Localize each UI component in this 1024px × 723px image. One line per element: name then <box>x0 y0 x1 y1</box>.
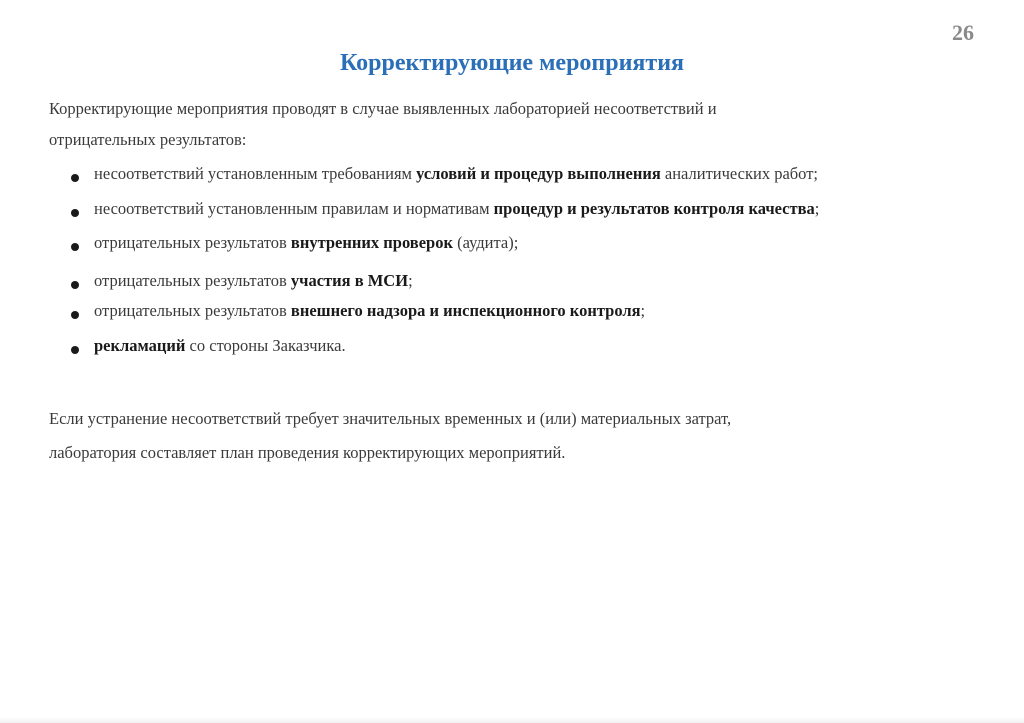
bullet-item <box>49 295 979 330</box>
bullet-dot-icon <box>71 281 79 289</box>
bullet-emphasis: условий и процедур выполнения <box>416 164 661 183</box>
bullet-dot-icon <box>71 311 79 319</box>
intro-line: Корректирующие мероприятия проводят в случае выявленных лабораторией несоответствий и <box>49 99 717 118</box>
bullet-emphasis: внешнего надзора и инспекционного контроля <box>290 301 641 320</box>
bullet-text: со стороны Заказчика. <box>185 335 346 355</box>
bullet-text: ; <box>814 198 820 218</box>
bullet-text: несоответствий установленным правилам и нормативам <box>94 198 494 218</box>
bullet-text: аналитических работ; <box>660 164 818 183</box>
intro-line: отрицательных результатов: <box>49 130 247 149</box>
bullet-text: отрицательных результатов <box>94 301 291 320</box>
conclusion-line: Если устранение несоответствий требует значительных временных и (или) материальных затрат, <box>49 409 732 428</box>
bullet-item <box>49 193 979 228</box>
bullet-list <box>49 158 979 364</box>
bullet-emphasis: внутренних проверок <box>290 233 453 252</box>
slide-title: Корректирующие мероприятия <box>339 50 685 76</box>
bullet-emphasis: рекламаций <box>94 335 186 355</box>
conclusion-line: лаборатория составляет план проведения корректирующих мероприятий. <box>49 443 566 462</box>
bullet-emphasis: процедур и результатов контроля качества <box>493 198 815 218</box>
page-number: 26 <box>952 20 974 45</box>
bullet-dot-icon <box>71 209 79 217</box>
bullet-text: несоответствий установленным требованиям <box>94 164 417 183</box>
bullet-dot-icon <box>71 346 79 354</box>
bullet-text: (аудита); <box>452 233 519 252</box>
bullet-item <box>49 330 979 365</box>
bullet-dot-icon <box>71 174 79 182</box>
conclusion-paragraph <box>49 402 979 470</box>
bullet-text: ; <box>640 301 646 320</box>
bullet-text: отрицательных результатов <box>94 233 291 252</box>
bullet-item <box>49 158 979 193</box>
intro-paragraph <box>49 93 979 155</box>
bullet-text: отрицательных результатов <box>94 271 291 290</box>
bullet-item <box>49 265 979 295</box>
bullet-text: ; <box>408 271 413 290</box>
bullet-emphasis: участия в МСИ <box>290 271 409 290</box>
bullet-dot-icon <box>71 243 79 251</box>
bullet-item <box>49 227 979 265</box>
